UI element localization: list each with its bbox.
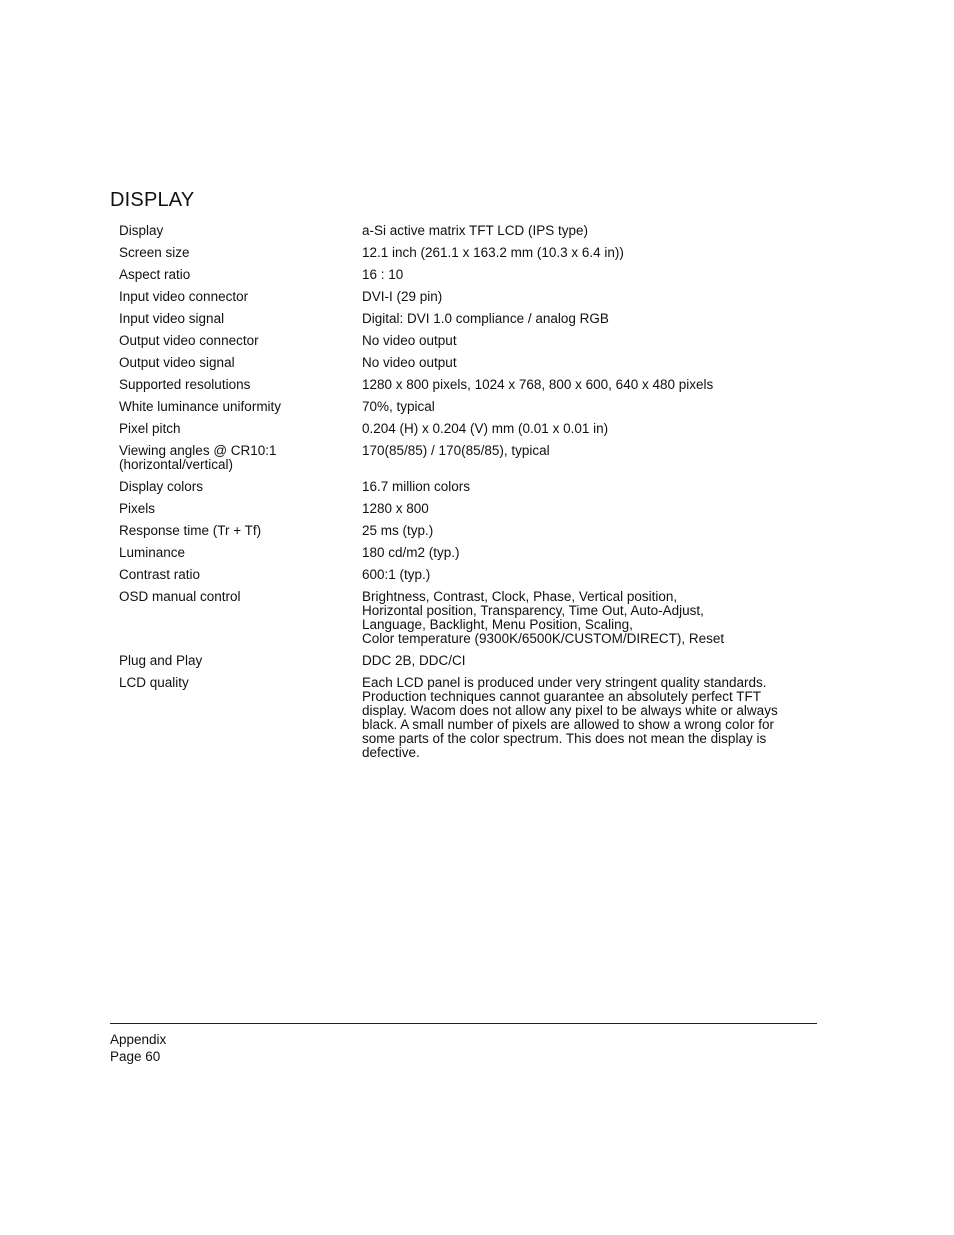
spec-label: Pixels (119, 501, 156, 516)
spec-row (119, 444, 819, 480)
spec-value: 0.204 (H) x 0.204 (V) mm (0.01 x 0.01 in) (362, 421, 609, 436)
spec-label: Display (119, 223, 164, 238)
spec-row (119, 524, 819, 546)
spec-value: 1280 x 800 (362, 501, 429, 516)
spec-label: Plug and Play (119, 653, 203, 668)
spec-label: Contrast ratio (119, 567, 201, 582)
spec-row (119, 422, 819, 444)
spec-row (119, 268, 819, 290)
spec-row (119, 676, 819, 762)
spec-value: 1280 x 800 pixels, 1024 x 768, 800 x 600, 640 x 480 pixels (362, 377, 714, 392)
spec-value: Digital: DVI 1.0 compliance / analog RGB (362, 311, 609, 326)
spec-row (119, 654, 819, 676)
spec-label: Output video connector (119, 333, 259, 348)
spec-row (119, 590, 819, 654)
spec-value: a-Si active matrix TFT LCD (IPS type) (362, 223, 589, 238)
spec-label: Screen size (119, 245, 190, 260)
spec-label: OSD manual control (119, 589, 241, 604)
spec-row (119, 246, 819, 268)
spec-value: No video output (362, 333, 457, 348)
spec-label: Input video connector (119, 289, 249, 304)
spec-label: Aspect ratio (119, 267, 191, 282)
spec-row (119, 546, 819, 568)
spec-row (119, 290, 819, 312)
spec-row (119, 334, 819, 356)
spec-label: Pixel pitch (119, 421, 181, 436)
spec-value: No video output (362, 355, 457, 370)
spec-value: 12.1 inch (261.1 x 163.2 mm (10.3 x 6.4 in)) (362, 245, 624, 260)
spec-label: LCD quality (119, 675, 189, 690)
spec-table (119, 224, 819, 762)
spec-value: 25 ms (typ.) (362, 523, 434, 538)
spec-value: 16.7 million colors (362, 479, 471, 494)
spec-value: Each LCD panel is produced under very stringent quality standards. Production techniques cannot guarantee an absolutely perfect TFT display. Wacom does not allow any pixel to be always white or always black. A small number of pixels are allowed to show a wrong color for some parts of the color spectrum. This does not mean the display is defective. (362, 675, 778, 760)
spec-label: Display colors (119, 479, 204, 494)
spec-value: Brightness, Contrast, Clock, Phase, Vertical position, Horizontal position, Transparency, Time Out, Auto-Adjust, Language, Backlight, Menu Position, Scaling, Color temperature (9300K/6500K/CUSTOM/DIRECT), Reset (362, 589, 725, 646)
spec-row (119, 224, 819, 246)
spec-value: 170(85/85) / 170(85/85), typical (362, 443, 550, 458)
spec-label: Input video signal (119, 311, 225, 326)
spec-value: 16 : 10 (362, 267, 404, 282)
spec-label: Response time (Tr + Tf) (119, 523, 262, 538)
spec-row (119, 568, 819, 590)
footer-page-number: Page 60 (110, 1049, 161, 1064)
spec-value: DVI-I (29 pin) (362, 289, 443, 304)
spec-label: Viewing angles @ CR10:1 (horizontal/vertical) (119, 443, 277, 472)
spec-row (119, 502, 819, 524)
footer-section-name: Appendix (110, 1032, 167, 1047)
spec-value: 180 cd/m2 (typ.) (362, 545, 460, 560)
spec-row (119, 312, 819, 334)
spec-row (119, 480, 819, 502)
section-title: DISPLAY (110, 189, 195, 211)
spec-row (119, 400, 819, 422)
spec-row (119, 378, 819, 400)
spec-label: Luminance (119, 545, 186, 560)
spec-value: 600:1 (typ.) (362, 567, 431, 582)
spec-label: White luminance uniformity (119, 399, 282, 414)
footer-divider (110, 1023, 817, 1024)
spec-label: Output video signal (119, 355, 235, 370)
spec-row (119, 356, 819, 378)
spec-value: 70%, typical (362, 399, 435, 414)
spec-value: DDC 2B, DDC/CI (362, 653, 466, 668)
spec-label: Supported resolutions (119, 377, 251, 392)
